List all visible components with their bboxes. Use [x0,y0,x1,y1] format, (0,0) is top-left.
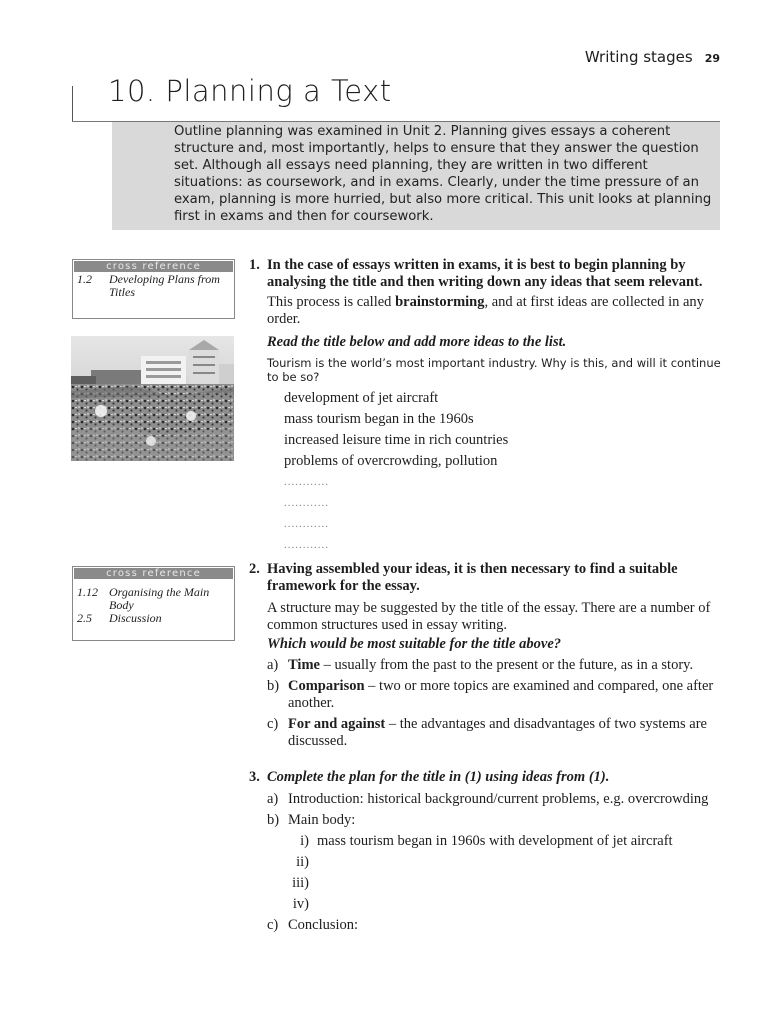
option-term: For and against [288,716,386,732]
cross-reference-number: 1.12 [77,585,98,599]
plan-letter: a) [267,791,279,807]
essay-title: Tourism is the world’s most important industry. Why is this, and will it continue to be so? [267,356,721,384]
blank-line[interactable]: ............ [284,518,329,530]
cross-reference-text: Discussion [109,611,162,625]
option-term: Time [288,657,320,673]
blank-line[interactable]: ............ [284,539,329,551]
question-lead: Having assembled your ideas, it is then necessary to find a suitable framework for the essay. [267,561,678,594]
cross-reference-heading: cross reference [74,568,233,579]
question-task: Complete the plan for the title in (1) using ideas from (1). [267,769,610,785]
blank-line[interactable]: ............ [284,476,329,488]
question-task: Which would be most suitable for the title above? [267,636,562,652]
plan-sub-item[interactable] [249,854,724,871]
option-term: Comparison [288,678,365,694]
cross-reference-row [73,612,234,625]
body-text: This process is called [267,294,396,310]
plan-text: Introduction: historical background/current problems, e.g. overcrowding [288,791,709,807]
cross-reference-row [73,586,234,612]
question-lead: In the case of essays written in exams, it is best to begin planning by analysing the title and then writing down any ideas that seem relevant. [267,257,703,290]
question-number: 2. [249,561,260,577]
page-number: 29 [704,52,720,65]
plan-letter: b) [267,812,280,828]
option-text: – the advantages and disadvantages of two systems are discussed. [288,716,707,749]
beach-photo-image [71,336,234,461]
cross-reference-box-1 [72,259,235,319]
option-letter: a) [267,657,279,673]
option-for-and-against [249,716,724,750]
cross-reference-row [73,273,234,299]
sub-item-number: ii) [296,854,309,870]
idea-list [249,388,724,556]
question-number: 1. [249,257,260,273]
question-2 [249,561,724,750]
running-head [585,48,720,66]
option-text: – usually from the past to the present or the future, as in a story. [319,657,694,673]
body-text-end: , and at first ideas are collected in any order. [267,294,704,327]
plan-text: Main body: [288,812,356,828]
sub-item-number: i) [300,833,309,849]
cross-reference-number: 1.2 [77,272,92,286]
question-number: 3. [249,769,260,785]
plan-sub-item [249,833,724,850]
plan-sub-item[interactable] [249,896,724,913]
plan-sub-item[interactable] [249,875,724,892]
idea-item: mass tourism began in the 1960s [284,411,474,427]
option-text: – two or more topics are examined and compared, one after another. [288,678,714,711]
cross-reference-text: Organising the Main Body [109,585,210,612]
plan-introduction [249,791,724,808]
title-rule [72,86,73,122]
option-time [249,657,724,674]
plan-main-body [249,812,724,829]
cross-reference-number: 2.5 [77,611,92,625]
cross-reference-box-2 [72,566,235,641]
cross-reference-text: Developing Plans from Titles [109,272,220,299]
idea-item: increased leisure time in rich countries [284,432,509,448]
sub-item-text: mass tourism began in 1960s with development of jet aircraft [317,833,673,849]
option-comparison [249,678,724,712]
plan-conclusion [249,917,724,934]
blank-line[interactable]: ............ [284,497,329,509]
cross-reference-heading: cross reference [74,261,233,272]
page-title: 10. Planning a Text [108,74,392,108]
question-1 [249,257,724,556]
option-letter: c) [267,716,279,732]
option-letter: b) [267,678,280,694]
intro-text: Outline planning was examined in Unit 2. Planning gives essays a coherent structure and, most importantly, helps to ensure that they answer the question set. Although all essays need planning, they are written in two different situations: as coursework, and in exams. Clearly, under the time pressure of an exam, planning is more hurried, but also more critical. This unit looks at planning first in exams and then for coursework. [174,124,712,224]
sub-item-number: iii) [292,875,309,891]
question-body: A structure may be suggested by the title of the essay. There are a number of common structures used in essay writing. [267,600,711,633]
idea-item: development of jet aircraft [284,390,439,406]
beach-photo [71,336,234,461]
plan-letter: c) [267,917,279,933]
idea-item: problems of overcrowding, pollution [284,453,498,469]
plan-text: Conclusion: [288,917,359,933]
question-task: Read the title below and add more ideas to the list. [267,334,567,350]
section-name: Writing stages [584,48,693,66]
sub-item-number: iv) [292,896,309,912]
question-body [249,294,724,328]
body-term: brainstorming [395,294,485,310]
question-3 [249,769,724,934]
